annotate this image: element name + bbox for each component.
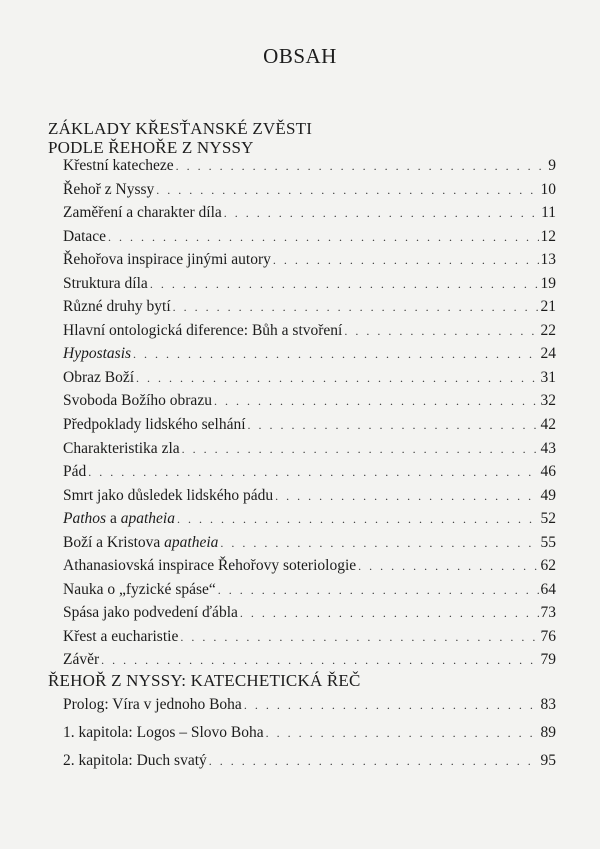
page-number: 13 [540, 251, 556, 269]
page-number: 83 [540, 696, 556, 713]
toc-entry[interactable]: Athanasiovská inspirace Řehořovy soteriologie . . . 62 [63, 557, 556, 581]
page-number: 73 [540, 604, 556, 622]
toc-entry[interactable]: Pád . . . 46 [63, 463, 556, 487]
page-number: 12 [540, 227, 556, 245]
toc-section2 [63, 696, 556, 780]
page-number: 62 [540, 557, 556, 575]
toc-entry[interactable]: Křest a eucharistie . . . 76 [63, 628, 556, 652]
page-number: 64 [540, 580, 556, 598]
page-number: 46 [540, 463, 556, 481]
section1-title-line1: ZÁKLADY KŘESŤANSKÉ ZVĚSTI [48, 119, 313, 138]
toc-entry[interactable]: Závěr . . . 79 [63, 651, 556, 675]
toc-entry[interactable]: Zaměření a charakter díla . . . 11 [63, 204, 556, 228]
page-number: 32 [540, 392, 556, 410]
section1-title-line2: PODLE ŘEHOŘE Z NYSSY [48, 138, 254, 157]
toc-entry[interactable]: Datace . . . 12 [63, 228, 556, 252]
toc-entry[interactable]: Nauka o „fyzické spáse“ . . . 64 [63, 581, 556, 605]
toc-entry[interactable]: Různé druhy bytí . . . 21 [63, 298, 556, 322]
page-number: 52 [540, 510, 556, 528]
page-number: 49 [540, 486, 556, 504]
toc-entry[interactable]: Řehořova inspirace jinými autory . . . 13 [63, 251, 556, 275]
page-number: 10 [540, 180, 556, 198]
toc-entry[interactable]: Pathos a apatheia . . . 52 [63, 510, 556, 534]
toc-entry[interactable]: Prolog: Víra v jednoho Boha . . . 83 [63, 696, 556, 724]
toc-section1 [63, 157, 556, 675]
page-number: 11 [541, 204, 556, 222]
page-number: 95 [540, 752, 556, 769]
toc-entry[interactable]: 1. kapitola: Logos – Slovo Boha . . . 89 [63, 724, 556, 752]
page-number: 22 [540, 321, 556, 339]
toc-entry[interactable]: Řehoř z Nyssy . . . 10 [63, 181, 556, 205]
page-number: 43 [540, 439, 556, 457]
toc-entry[interactable]: Smrt jako důsledek lidského pádu . . . 49 [63, 487, 556, 511]
toc-entry[interactable]: Hypostasis . . . 24 [63, 345, 556, 369]
toc-entry[interactable]: Svoboda Božího obrazu . . . 32 [63, 392, 556, 416]
page-title: OBSAH [263, 44, 337, 68]
page-number: 55 [540, 533, 556, 551]
page-number: 21 [540, 298, 556, 316]
page-number: 31 [540, 368, 556, 386]
toc-entry[interactable]: Hlavní ontologická diference: Bůh a stvoření . . . 22 [63, 322, 556, 346]
toc-entry[interactable]: Struktura díla . . . 19 [63, 275, 556, 299]
page-number: 42 [540, 416, 556, 434]
toc-entry[interactable]: 2. kapitola: Duch svatý . . . 95 [63, 752, 556, 780]
toc-entry[interactable]: Předpoklady lidského selhání . . . 42 [63, 416, 556, 440]
page-number: 89 [540, 724, 556, 741]
section2-title: ŘEHOŘ Z NYSSY: KATECHETICKÁ ŘEČ [48, 671, 361, 690]
page-number: 76 [540, 627, 556, 645]
toc-entry[interactable]: Křestní katecheze . . . 9 [63, 157, 556, 181]
toc-entry[interactable]: Obraz Boží . . . 31 [63, 369, 556, 393]
page-number: 79 [540, 651, 556, 669]
toc-entry[interactable]: Charakteristika zla . . . 43 [63, 440, 556, 464]
page-number: 19 [540, 274, 556, 292]
toc-entry[interactable]: Spása jako podvedení ďábla . . . 73 [63, 604, 556, 628]
page-number: 24 [540, 345, 556, 363]
toc-entry[interactable]: Boží a Kristova apatheia . . . 55 [63, 534, 556, 558]
page-number: 9 [548, 157, 556, 174]
